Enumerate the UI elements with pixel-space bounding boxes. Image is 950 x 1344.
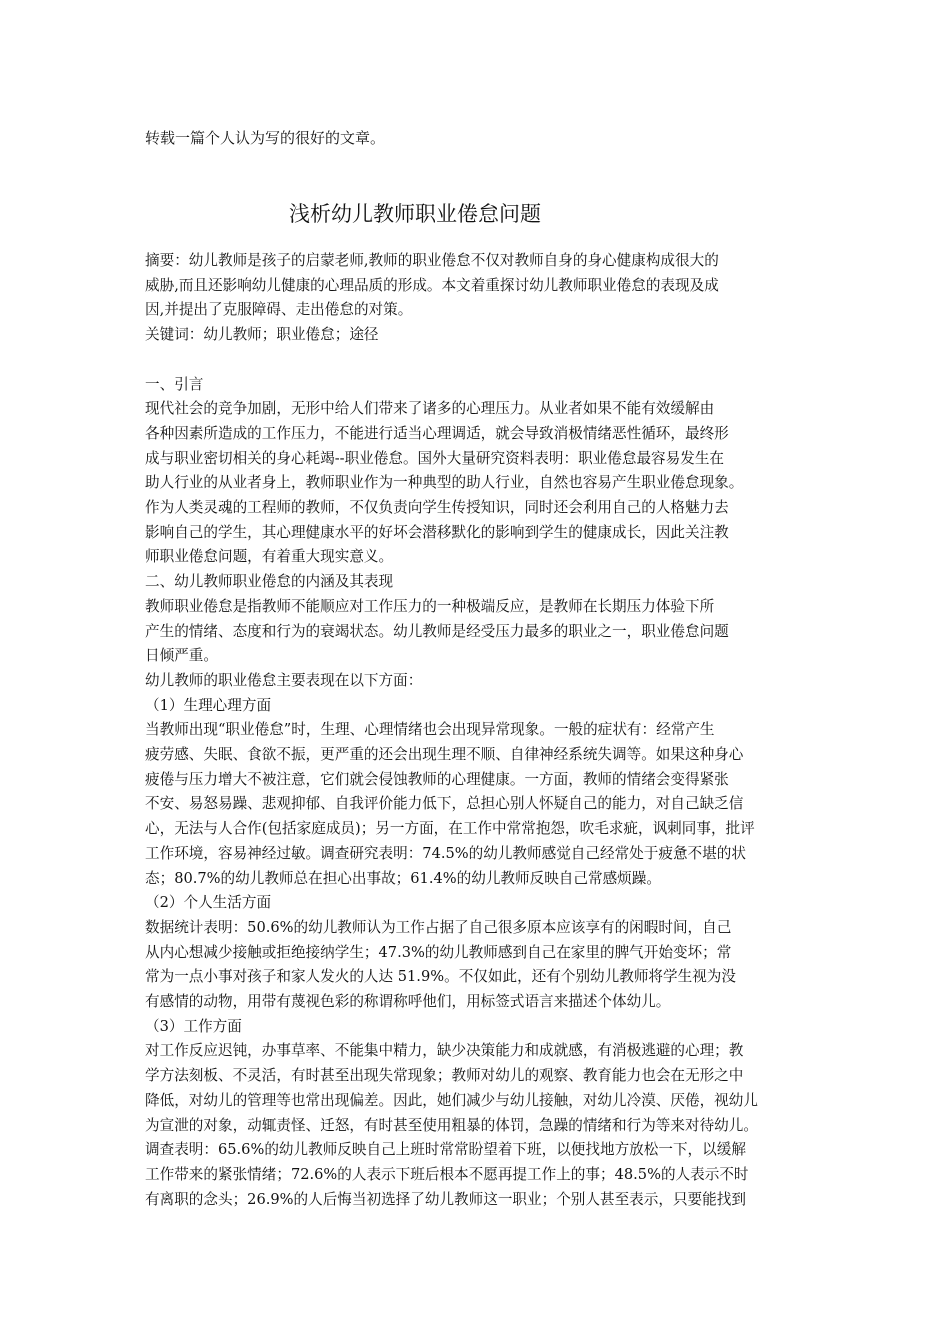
body-line: 产生的情绪、态度和行为的衰竭状态。幼儿教师是经受压力最多的职业之一，职业倦怠问题 xyxy=(145,622,729,640)
body-line: 师职业倦怠问题，有着重大现实意义。 xyxy=(145,548,394,566)
body-line: 从内心想减少接触或拒绝接纳学生；47.3%的幼儿教师感到自己在家里的脾气开始变坏；常 xyxy=(145,943,732,961)
body-line: （2）个人生活方面 xyxy=(145,894,272,912)
repost-note: 转载一篇个人认为写的很好的文章。 xyxy=(145,129,386,147)
body-line: 数据统计表明：50.6%的幼儿教师认为工作占据了自己很多原本应该享有的闲暇时间，自己 xyxy=(145,918,732,936)
body-line: （3）工作方面 xyxy=(145,1017,242,1035)
body-line: 日倾严重。 xyxy=(145,647,218,665)
body-line xyxy=(145,348,825,373)
body-line: 工作带来的紧张情绪；72.6%的人表示下班后根本不愿再提工作上的事；48.5%的人表示不时 xyxy=(145,1166,749,1183)
body-line: 调查表明：65.6%的幼儿教师反映自己上班时常常盼望着下班，以便找地方放松一下，以缓解 xyxy=(145,1141,746,1159)
body-line: 因,并提出了克服障碍、走出倦怠的对策。 xyxy=(145,301,413,319)
body-line: 关键词：幼儿教师；职业倦怠；途径 xyxy=(145,326,379,344)
body-line: 影响自己的学生，其心理健康水平的好坏会潜移默化的影响到学生的健康成长，因此关注教 xyxy=(145,523,729,541)
body-line: 作为人类灵魂的工程师的教师，不仅负责向学生传授知识，同时还会利用自己的人格魅力去 xyxy=(145,499,729,517)
body-line: 一、引言 xyxy=(145,375,204,393)
body-line: 心，无法与人合作(包括家庭成员)；另一方面，在工作中常常抱怨，吹毛求疵，讽刺同事，批评 xyxy=(145,820,755,838)
body-line: 学方法刻板、不灵活，有时甚至出现失常现象；教师对幼儿的观察、教育能力也会在无形之中 xyxy=(145,1067,744,1085)
body-line: 降低，对幼儿的管理等也常出现偏差。因此，她们减少与幼儿接触，对幼儿冷漠、厌倦，视幼儿 xyxy=(145,1091,758,1109)
body-line: 态；80.7%的幼儿教师总在担心出事故；61.4%的幼儿教师反映自己常感烦躁。 xyxy=(145,869,661,887)
body-line: 对工作反应迟钝，办事草率、不能集中精力，缺少决策能力和成就感，有消极逃避的心理；教 xyxy=(145,1042,744,1060)
body-line: 幼儿教师的职业倦怠主要表现在以下方面： xyxy=(145,671,423,689)
body-line: （1）生理心理方面 xyxy=(145,696,272,714)
body-line: 不安、易怒易躁、悲观抑郁、自我评价能力低下，总担心别人怀疑自己的能力，对自己缺乏信 xyxy=(145,795,744,813)
body-line: 教师职业倦怠是指教师不能顺应对工作压力的一种极端反应，是教师在长期压力体验下所 xyxy=(145,597,715,615)
body-line: 各种因素所造成的工作压力，不能进行适当心理调适，就会导致消极情绪恶性循环，最终形 xyxy=(145,424,729,442)
body-line: 助人行业的从业者身上，教师职业作为一种典型的助人行业，自然也容易产生职业倦怠现象。 xyxy=(145,474,744,492)
body-line: 疲劳感、失眠、食欲不振，更严重的还会出现生理不顺、自律神经系统失调等。如果这种身心 xyxy=(145,746,744,764)
body-line: 威胁,而且还影响幼儿健康的心理品质的形成。本文着重探讨幼儿教师职业倦怠的表现及成 xyxy=(145,276,719,294)
body-line: 有离职的念头；26.9%的人后悔当初选择了幼儿教师这一职业；个别人甚至表示，只要能找到 xyxy=(145,1190,746,1208)
body-line: 常为一点小事对孩子和家人发火的人达 51.9%。不仅如此，还有个别幼儿教师将学生视为没 xyxy=(145,968,736,986)
body-line: 当教师出现“职业倦怠”时，生理、心理情绪也会出现异常现象。一般的症状有：经常产生 xyxy=(145,721,715,739)
article-body xyxy=(145,249,825,1212)
body-line: 为宣泄的对象，动辄责怪、迁怒，有时甚至使用粗暴的体罚，急躁的情绪和行为等来对待幼儿。 xyxy=(145,1116,758,1134)
body-line: 有感情的动物，用带有蔑视色彩的称谓称呼他们，用标签式语言来描述个体幼儿。 xyxy=(145,993,671,1011)
body-line: 成与职业密切相关的身心耗竭--职业倦怠。国外大量研究资料表明：职业倦怠最容易发生在 xyxy=(145,449,725,467)
body-line: 摘要：幼儿教师是孩子的启蒙老师,教师的职业倦怠不仅对教师自身的身心健康构成很大的 xyxy=(145,252,719,269)
body-line: 二、幼儿教师职业倦怠的内涵及其表现 xyxy=(145,573,394,591)
article-title: 浅析幼儿教师职业倦怠问题 xyxy=(289,202,541,226)
body-line: 工作环境，容易神经过敏。调查研究表明：74.5%的幼儿教师感觉自己经常处于疲惫不堪的状 xyxy=(145,844,746,862)
body-line: 疲倦与压力增大不被注意，它们就会侵蚀教师的心理健康。一方面，教师的情绪会变得紧张 xyxy=(145,770,729,788)
body-line: 现代社会的竞争加剧，无形中给人们带来了诸多的心理压力。从业者如果不能有效缓解由 xyxy=(145,400,715,418)
